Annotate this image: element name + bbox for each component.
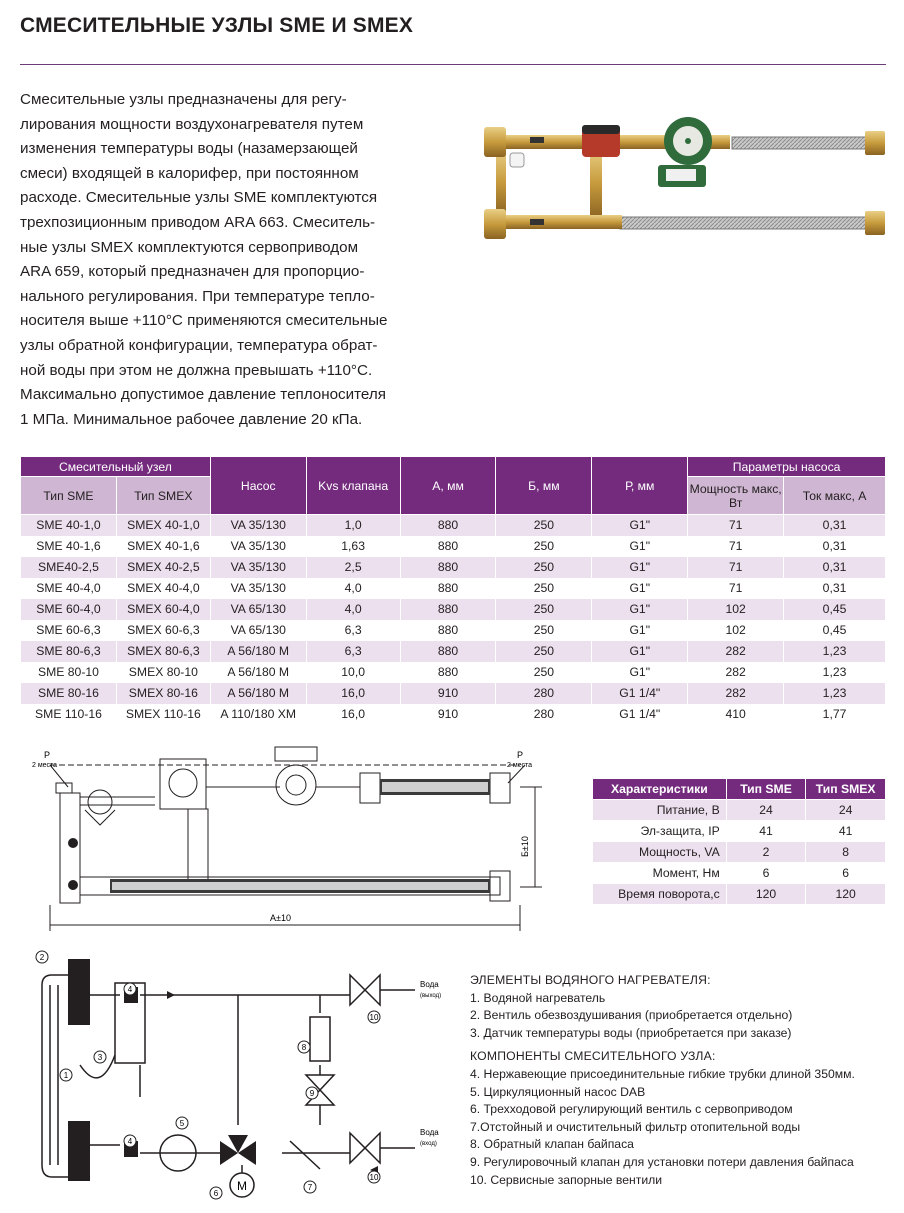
- table-cell: SME 80-16: [21, 683, 117, 704]
- table-row: [21, 662, 886, 683]
- table-cell: SME 40-1,0: [21, 515, 117, 536]
- table-cell: 280: [496, 683, 592, 704]
- header-char-smex: Тип SMEX: [806, 779, 886, 800]
- title-divider: [20, 64, 886, 65]
- table-cell: G1": [592, 557, 688, 578]
- characteristics-table: [592, 778, 886, 905]
- table-cell: 410: [688, 704, 784, 725]
- table-row: [21, 641, 886, 662]
- table-cell: Момент, Нм: [593, 863, 727, 884]
- table-cell: 6: [726, 863, 806, 884]
- table-cell: G1": [592, 641, 688, 662]
- table-cell: A 56/180 M: [210, 683, 306, 704]
- table-cell: SMEX 80-16: [116, 683, 210, 704]
- table-cell: 16,0: [306, 683, 400, 704]
- table-cell: 1,23: [784, 662, 886, 683]
- header-power: Мощность макс, Вт: [688, 477, 784, 515]
- callout-number: 5: [179, 1119, 185, 1128]
- motor-label: M: [237, 1179, 247, 1193]
- callout-number: 3: [97, 1053, 103, 1062]
- intro-line: изменения температуры воды (назамерзающей: [20, 140, 358, 158]
- table-cell: G1": [592, 620, 688, 641]
- table-row: [593, 842, 886, 863]
- table-cell: SME 110-16: [21, 704, 117, 725]
- table-cell: SMEX 60-6,3: [116, 620, 210, 641]
- table-cell: 41: [726, 821, 806, 842]
- intro-line: ARA 659, который предназначен для пропорцио-: [20, 263, 365, 281]
- table-cell: 250: [496, 662, 592, 683]
- header-characteristics: Характеристики: [593, 779, 727, 800]
- table-cell: 910: [400, 704, 496, 725]
- table-cell: SME 80-10: [21, 662, 117, 683]
- table-cell: SMEX 40-1,0: [116, 515, 210, 536]
- legend-item: 6. Трехходовой регулирующий вентиль с сервоприводом: [470, 1102, 793, 1117]
- intro-line: Максимально допустимое давление теплоносителя: [20, 386, 386, 404]
- table-cell: SME 60-4,0: [21, 599, 117, 620]
- table-row: [21, 536, 886, 557]
- table-row: [21, 578, 886, 599]
- table-cell: VA 35/130: [210, 536, 306, 557]
- table-cell: 0,31: [784, 536, 886, 557]
- table-cell: 250: [496, 578, 592, 599]
- table-cell: 1,23: [784, 641, 886, 662]
- table-cell: 0,31: [784, 578, 886, 599]
- table-cell: 1,23: [784, 683, 886, 704]
- callout-number: 2: [39, 953, 45, 962]
- table-row: [21, 557, 886, 578]
- table-cell: SMEX 40-1,6: [116, 536, 210, 557]
- intro-line: трехпозиционным приводом ARA 663. Смеситель-: [20, 213, 376, 231]
- intro-line: ной воды при этом не должна превышать +110°С.: [20, 361, 373, 379]
- table-cell: 71: [688, 557, 784, 578]
- header-pump-params: Параметры насоса: [688, 457, 886, 477]
- header-current: Ток макс, А: [784, 477, 886, 515]
- table-cell: 102: [688, 620, 784, 641]
- table-cell: 880: [400, 620, 496, 641]
- table-cell: 250: [496, 536, 592, 557]
- header-char-sme: Тип SME: [726, 779, 806, 800]
- legend-item: 3. Датчик температуры воды (приобретается при заказе): [470, 1025, 792, 1040]
- table-cell: 0,45: [784, 599, 886, 620]
- spec-table-body: [21, 515, 886, 725]
- table-cell: 250: [496, 515, 592, 536]
- table-cell: 880: [400, 557, 496, 578]
- dimension-drawing: [20, 745, 550, 935]
- callout-number: 10: [369, 1173, 379, 1182]
- table-cell: SME 40-1,6: [21, 536, 117, 557]
- table-cell: SME 60-6,3: [21, 620, 117, 641]
- intro-line: узлы обратной конфигурации, температура обрат-: [20, 336, 378, 354]
- intro-line: нального регулирования. При температуре тепло-: [20, 287, 375, 305]
- table-row: [593, 800, 886, 821]
- table-cell: 1,77: [784, 704, 886, 725]
- table-cell: 880: [400, 662, 496, 683]
- table-cell: 880: [400, 515, 496, 536]
- mixing-unit-photo: [470, 95, 890, 270]
- table-cell: 71: [688, 536, 784, 557]
- spec-table: [20, 456, 886, 725]
- table-cell: 0,31: [784, 557, 886, 578]
- intro-line: расходе. Смесительные узлы SME комплектуются: [20, 189, 378, 207]
- table-row: [593, 821, 886, 842]
- water-in-sub: (вход): [420, 1141, 437, 1147]
- page-title: СМЕСИТЕЛЬНЫЕ УЗЛЫ SME И SMEX: [20, 14, 414, 37]
- table-cell: 71: [688, 578, 784, 599]
- table-cell: 1,0: [306, 515, 400, 536]
- table-cell: G1 1/4": [592, 704, 688, 725]
- table-cell: G1": [592, 662, 688, 683]
- intro-line: смеси) входящей в калорифер, при постоянном: [20, 164, 359, 182]
- table-cell: SMEX 60-4,0: [116, 599, 210, 620]
- water-out-label: Вода: [420, 980, 439, 989]
- header-mixing-node: Смесительный узел: [21, 457, 211, 477]
- table-cell: Эл-защита, IP: [593, 821, 727, 842]
- b-dimension-label: Б±10: [520, 836, 530, 857]
- table-row: [21, 599, 886, 620]
- callout-number: 8: [301, 1043, 307, 1052]
- table-cell: SMEX 110-16: [116, 704, 210, 725]
- table-cell: SME 40-4,0: [21, 578, 117, 599]
- table-cell: 250: [496, 641, 592, 662]
- water-out-sub: (выход): [420, 993, 442, 999]
- table-cell: 8: [806, 842, 886, 863]
- callout-number: 6: [213, 1189, 219, 1198]
- table-cell: 120: [806, 884, 886, 905]
- legend-item: 1. Водяной нагреватель: [470, 990, 606, 1005]
- table-cell: 4,0: [306, 578, 400, 599]
- legend-item: 9. Регулировочный клапан для установки потери давления байпаса: [470, 1154, 854, 1169]
- table-cell: Время поворота,с: [593, 884, 727, 905]
- legend-item: 10. Сервисные запорные вентили: [470, 1172, 663, 1187]
- table-cell: 282: [688, 641, 784, 662]
- legend-heading-components: КОМПОНЕНТЫ СМЕСИТЕЛЬНОГО УЗЛА:: [470, 1049, 716, 1064]
- table-cell: 0,31: [784, 515, 886, 536]
- characteristics-table-body: [593, 800, 886, 905]
- water-in-label: Вода: [420, 1128, 439, 1137]
- table-cell: A 56/180 M: [210, 662, 306, 683]
- table-cell: 6: [806, 863, 886, 884]
- table-cell: G1": [592, 515, 688, 536]
- intro-line: ные узлы SMEX комплектуются сервоприводом: [20, 238, 359, 256]
- table-cell: 880: [400, 578, 496, 599]
- table-cell: G1": [592, 536, 688, 557]
- p-left-label: P: [44, 750, 51, 760]
- table-cell: G1 1/4": [592, 683, 688, 704]
- table-cell: 4,0: [306, 599, 400, 620]
- intro-line: Смесительные узлы предназначены для регу-: [20, 91, 347, 108]
- header-pump: Насос: [210, 457, 306, 515]
- table-cell: 282: [688, 683, 784, 704]
- callout-number: 9: [309, 1089, 315, 1098]
- table-cell: 250: [496, 599, 592, 620]
- table-cell: 120: [726, 884, 806, 905]
- table-cell: 102: [688, 599, 784, 620]
- intro-line: носителя выше +110°С применяются смесительные: [20, 312, 388, 330]
- table-cell: SMEX 40-2,5: [116, 557, 210, 578]
- table-row: [21, 704, 886, 725]
- table-cell: SME40-2,5: [21, 557, 117, 578]
- table-cell: Питание, В: [593, 800, 727, 821]
- table-row: [593, 863, 886, 884]
- intro-text: [20, 88, 445, 432]
- table-row: [21, 620, 886, 641]
- table-cell: 2: [726, 842, 806, 863]
- header-b: Б, мм: [496, 457, 592, 515]
- table-cell: G1": [592, 599, 688, 620]
- p-right-label: P: [517, 750, 524, 760]
- callout-number: 4: [127, 1137, 133, 1146]
- table-row: [21, 683, 886, 704]
- header-a: А, мм: [400, 457, 496, 515]
- table-cell: 910: [400, 683, 496, 704]
- callout-number: 10: [369, 1013, 379, 1022]
- table-cell: 880: [400, 536, 496, 557]
- table-cell: VA 65/130: [210, 620, 306, 641]
- legend-heading-heater: ЭЛЕМЕНТЫ ВОДЯНОГО НАГРЕВАТЕЛЯ:: [470, 973, 711, 987]
- table-cell: 16,0: [306, 704, 400, 725]
- intro-line: лирования мощности воздухонагревателя путем: [20, 115, 364, 133]
- table-cell: VA 35/130: [210, 515, 306, 536]
- header-r: Р, мм: [592, 457, 688, 515]
- table-cell: 1,63: [306, 536, 400, 557]
- table-cell: 24: [806, 800, 886, 821]
- table-cell: SMEX 80-10: [116, 662, 210, 683]
- table-cell: SME 80-6,3: [21, 641, 117, 662]
- table-cell: 10,0: [306, 662, 400, 683]
- callout-number: 1: [63, 1071, 69, 1080]
- header-type-smex: Тип SMEX: [116, 477, 210, 515]
- table-row: [21, 515, 886, 536]
- header-type-sme: Тип SME: [21, 477, 117, 515]
- table-cell: 880: [400, 641, 496, 662]
- header-kvs: Kvs клапана: [306, 457, 400, 515]
- table-cell: 880: [400, 599, 496, 620]
- table-cell: 24: [726, 800, 806, 821]
- legend-item: 8. Обратный клапан байпаса: [470, 1137, 634, 1152]
- table-cell: 250: [496, 620, 592, 641]
- table-cell: 250: [496, 557, 592, 578]
- table-cell: 6,3: [306, 641, 400, 662]
- table-cell: 6,3: [306, 620, 400, 641]
- table-cell: 2,5: [306, 557, 400, 578]
- callout-number: 7: [307, 1183, 313, 1192]
- table-cell: 41: [806, 821, 886, 842]
- table-cell: VA 35/130: [210, 578, 306, 599]
- legend-item: 5. Циркуляционный насос DAB: [470, 1084, 646, 1099]
- table-cell: SMEX 80-6,3: [116, 641, 210, 662]
- legend-item: 7.Отстойный и очистительный фильтр отопительной воды: [470, 1119, 801, 1134]
- table-cell: 282: [688, 662, 784, 683]
- table-cell: VA 35/130: [210, 557, 306, 578]
- table-cell: A 56/180 M: [210, 641, 306, 662]
- table-cell: 71: [688, 515, 784, 536]
- p-left-sub: 2 места: [32, 762, 58, 769]
- p-right-sub: 2 места: [507, 762, 533, 769]
- table-cell: A 110/180 XM: [210, 704, 306, 725]
- table-cell: 0,45: [784, 620, 886, 641]
- legend-item: 4. Нержавеющие присоединительные гибкие трубки длиной 350мм.: [470, 1066, 855, 1081]
- table-cell: SMEX 40-4,0: [116, 578, 210, 599]
- table-cell: G1": [592, 578, 688, 599]
- table-cell: Мощность, VA: [593, 842, 727, 863]
- table-cell: 280: [496, 704, 592, 725]
- legend-item: 2. Вентиль обезвоздушивания (приобретается отдельно): [470, 1008, 793, 1023]
- hydraulic-scheme: [20, 945, 450, 1207]
- a-dimension-label: A±10: [270, 913, 291, 923]
- elements-legend: [470, 972, 855, 1189]
- callout-number: 4: [127, 985, 133, 994]
- table-row: [593, 884, 886, 905]
- table-cell: VA 65/130: [210, 599, 306, 620]
- intro-line: 1 МПа. Минимальное рабочее давление 20 кПа.: [20, 410, 363, 428]
